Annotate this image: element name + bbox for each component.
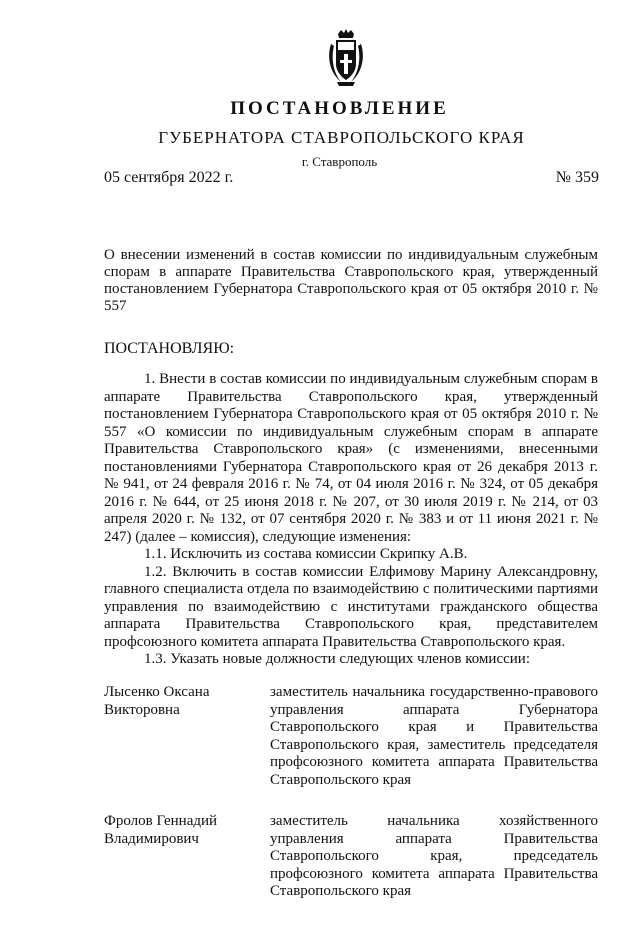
document-about: О внесении изменений в состав комиссии по индивидуальным служебным спорам в аппарате Правительства Ставропольского края, утвержденный постановлением Губернатора Ставропольского края от 05 октября 2010 г. № 557 [104, 247, 598, 314]
coat-of-arms-icon [325, 28, 367, 88]
members-list [104, 684, 598, 925]
paragraph-1-2: 1.2. Включить в состав комиссии Елфимову Марину Александровну, главного специалиста отдела по взаимодействию с политическими партиями управления по взаимодействию с институтами гражданского общества аппарата Правительства Ставропольского края, представителем профсоюзного комитета аппарата Правительства Ставропольского края. [104, 563, 598, 650]
document-subtitle: ГУБЕРНАТОРА СТАВРОПОЛЬСКОГО КРАЯ [158, 128, 525, 147]
member-position: заместитель начальника государственно-правового управления аппарата Губернатора Ставропольского края и Правительства Ставропольского края, заместитель председателя профсоюзного комитета аппарата Правительства Ставропольского края [270, 684, 598, 788]
member-row [104, 813, 598, 901]
paragraph-1: 1. Внести в состав комиссии по индивидуальным служебным спорам в аппарате Правительства Ставропольского края, утвержденный постановлением Губернатора Ставропольского края от 05 октября 2010 г. № 557 «О комиссии по индивидуальным служебным спорам в аппарате Правительства Ставропольского края» (с изменениями, внесенными постановлениями Губернатора Ставропольского края от 26 декабря 2013 г. № 941, от 24 февраля 2016 г. № 74, от 04 июля 2016 г. № 324, от 05 декабря 2016 г. № 644, от 25 июня 2018 г. № 207, от 30 июля 2019 г. № 214, от 03 апреля 2020 г. № 132, от 07 сентября 2020 г. № 383 и от 11 июня 2021 г. № 247) (далее – комиссия), следующие изменения: [104, 371, 598, 545]
member-position: заместитель начальника хозяйственного управления аппарата Правительства Ставропольского края, председатель профсоюзного комитета аппарата Правительства Ставропольского края [270, 813, 598, 899]
member-name: Фролов Геннадий Владимирович [104, 813, 218, 847]
document-number: № 359 [555, 169, 599, 186]
document-date: 05 сентября 2022 г. [104, 169, 234, 186]
document-title: ПОСТАНОВЛЕНИЕ [230, 98, 449, 119]
decree-word: ПОСТАНОВЛЯЮ: [104, 340, 235, 357]
paragraph-1-3: 1.3. Указать новые должности следующих членов комиссии: [144, 651, 530, 667]
document-city: г. Ставрополь [301, 154, 378, 169]
document-body [104, 371, 598, 669]
member-name: Лысенко Оксана Викторовна [104, 684, 210, 718]
paragraph-1-1: 1.1. Исключить из состава комиссии Скрипку А.В. [144, 546, 468, 562]
member-row [104, 684, 598, 789]
